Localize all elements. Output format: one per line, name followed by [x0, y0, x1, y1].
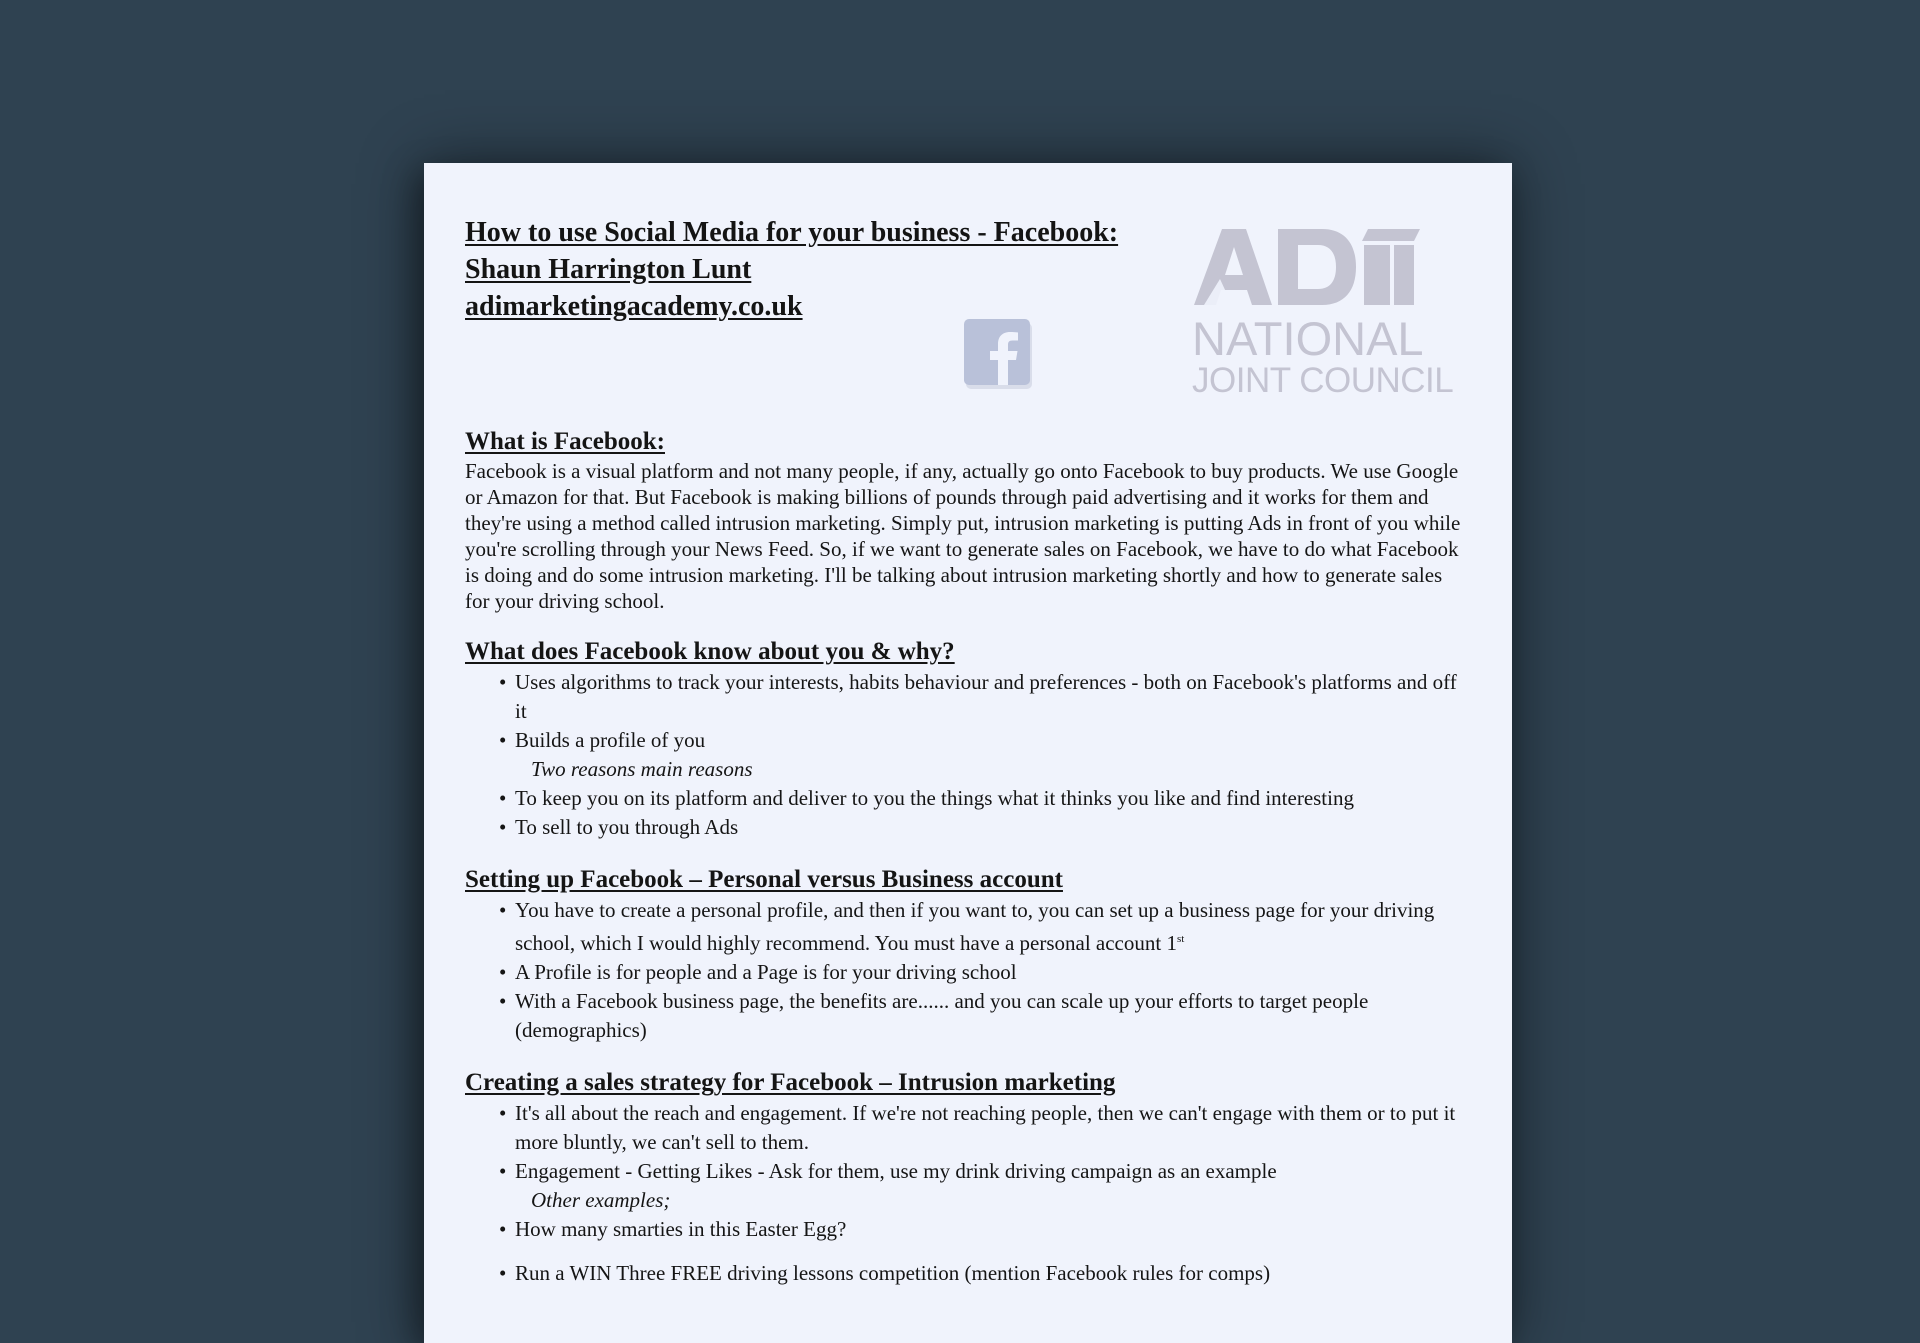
bullet-list — [465, 1099, 1465, 1186]
list-item: • Uses algorithms to track your interests, habits behaviour and preferences - both on Facebook's platforms and off it — [449, 668, 1465, 726]
author-line: Shaun Harrington Lunt — [465, 254, 752, 285]
document-title — [465, 214, 1118, 325]
section-heading: Setting up Facebook – Personal versus Business account — [465, 866, 1063, 893]
section-sales-strategy — [465, 1069, 1465, 1288]
bullet-list — [465, 896, 1465, 1045]
section-what-is-facebook — [465, 428, 1465, 614]
list-item — [449, 896, 1465, 958]
section-what-facebook-knows — [465, 638, 1465, 842]
list-item: • Engagement - Getting Likes - Ask for them, use my drink driving campaign as an example — [449, 1157, 1465, 1186]
document-body — [465, 428, 1465, 1312]
italic-note: Two reasons main reasons — [531, 757, 753, 781]
bullet-list — [465, 668, 1465, 755]
spacer — [465, 1244, 1465, 1259]
list-item: • Run a WIN Three FREE driving lessons competition (mention Facebook rules for comps) — [449, 1259, 1465, 1288]
website-line: adimarketingacademy.co.uk — [465, 291, 803, 322]
bullet-list — [465, 1215, 1465, 1244]
section-personal-vs-business — [465, 866, 1465, 1045]
italic-note: Other examples; — [531, 1188, 671, 1212]
list-item: • With a Facebook business page, the benefits are...... and you can scale up your efforts to target people (demographics) — [449, 987, 1465, 1045]
logo-national-text: NATIONAL — [1192, 312, 1424, 365]
section-paragraph: Facebook is a visual platform and not many people, if any, actually go onto Facebook to buy products. We use Google or Amazon for that. But Facebook is making billions of pounds through paid advertising and it works for them and they're using a method called intrusion marketing. Simply put, intrusion marketing is putting Ads in front of you while you're scrolling through your News Feed. So, if we want to generate sales on Facebook, we have to do what Facebook is doing and do some intrusion marketing. I'll be talking about intrusion marketing shortly and how to generate sales for your driving school. — [465, 459, 1461, 613]
section-heading: What is Facebook: — [465, 428, 665, 455]
logo-joint-council-text: JOINT COUNCIL — [1192, 361, 1454, 400]
list-item: • Builds a profile of you — [449, 726, 1465, 755]
section-heading: What does Facebook know about you & why? — [465, 638, 955, 665]
list-item: • How many smarties in this Easter Egg? — [449, 1215, 1465, 1244]
section-heading: Creating a sales strategy for Facebook – Intrusion marketing — [465, 1069, 1116, 1096]
list-item: • To sell to you through Ads — [449, 813, 1465, 842]
list-item: • To keep you on its platform and deliver to you the things what it thinks you like and find interesting — [449, 784, 1465, 813]
document-page — [424, 163, 1512, 1343]
bullet-list — [465, 1259, 1465, 1288]
title-line: How to use Social Media for your business - Facebook: — [465, 217, 1119, 248]
facebook-icon — [964, 319, 1034, 389]
bullet-list — [465, 784, 1465, 842]
list-item: • It's all about the reach and engagement. If we're not reaching people, then we can't engage with them or to put it more bluntly, we can't sell to them. — [449, 1099, 1465, 1157]
list-item-text: You have to create a personal profile, and then if you want to, you can set up a business page for your driving school, which I would highly recommend. You must have a personal account 1 — [515, 898, 1435, 955]
superscript: st — [1176, 933, 1185, 945]
list-item: • A Profile is for people and a Page is for your driving school — [449, 958, 1465, 987]
